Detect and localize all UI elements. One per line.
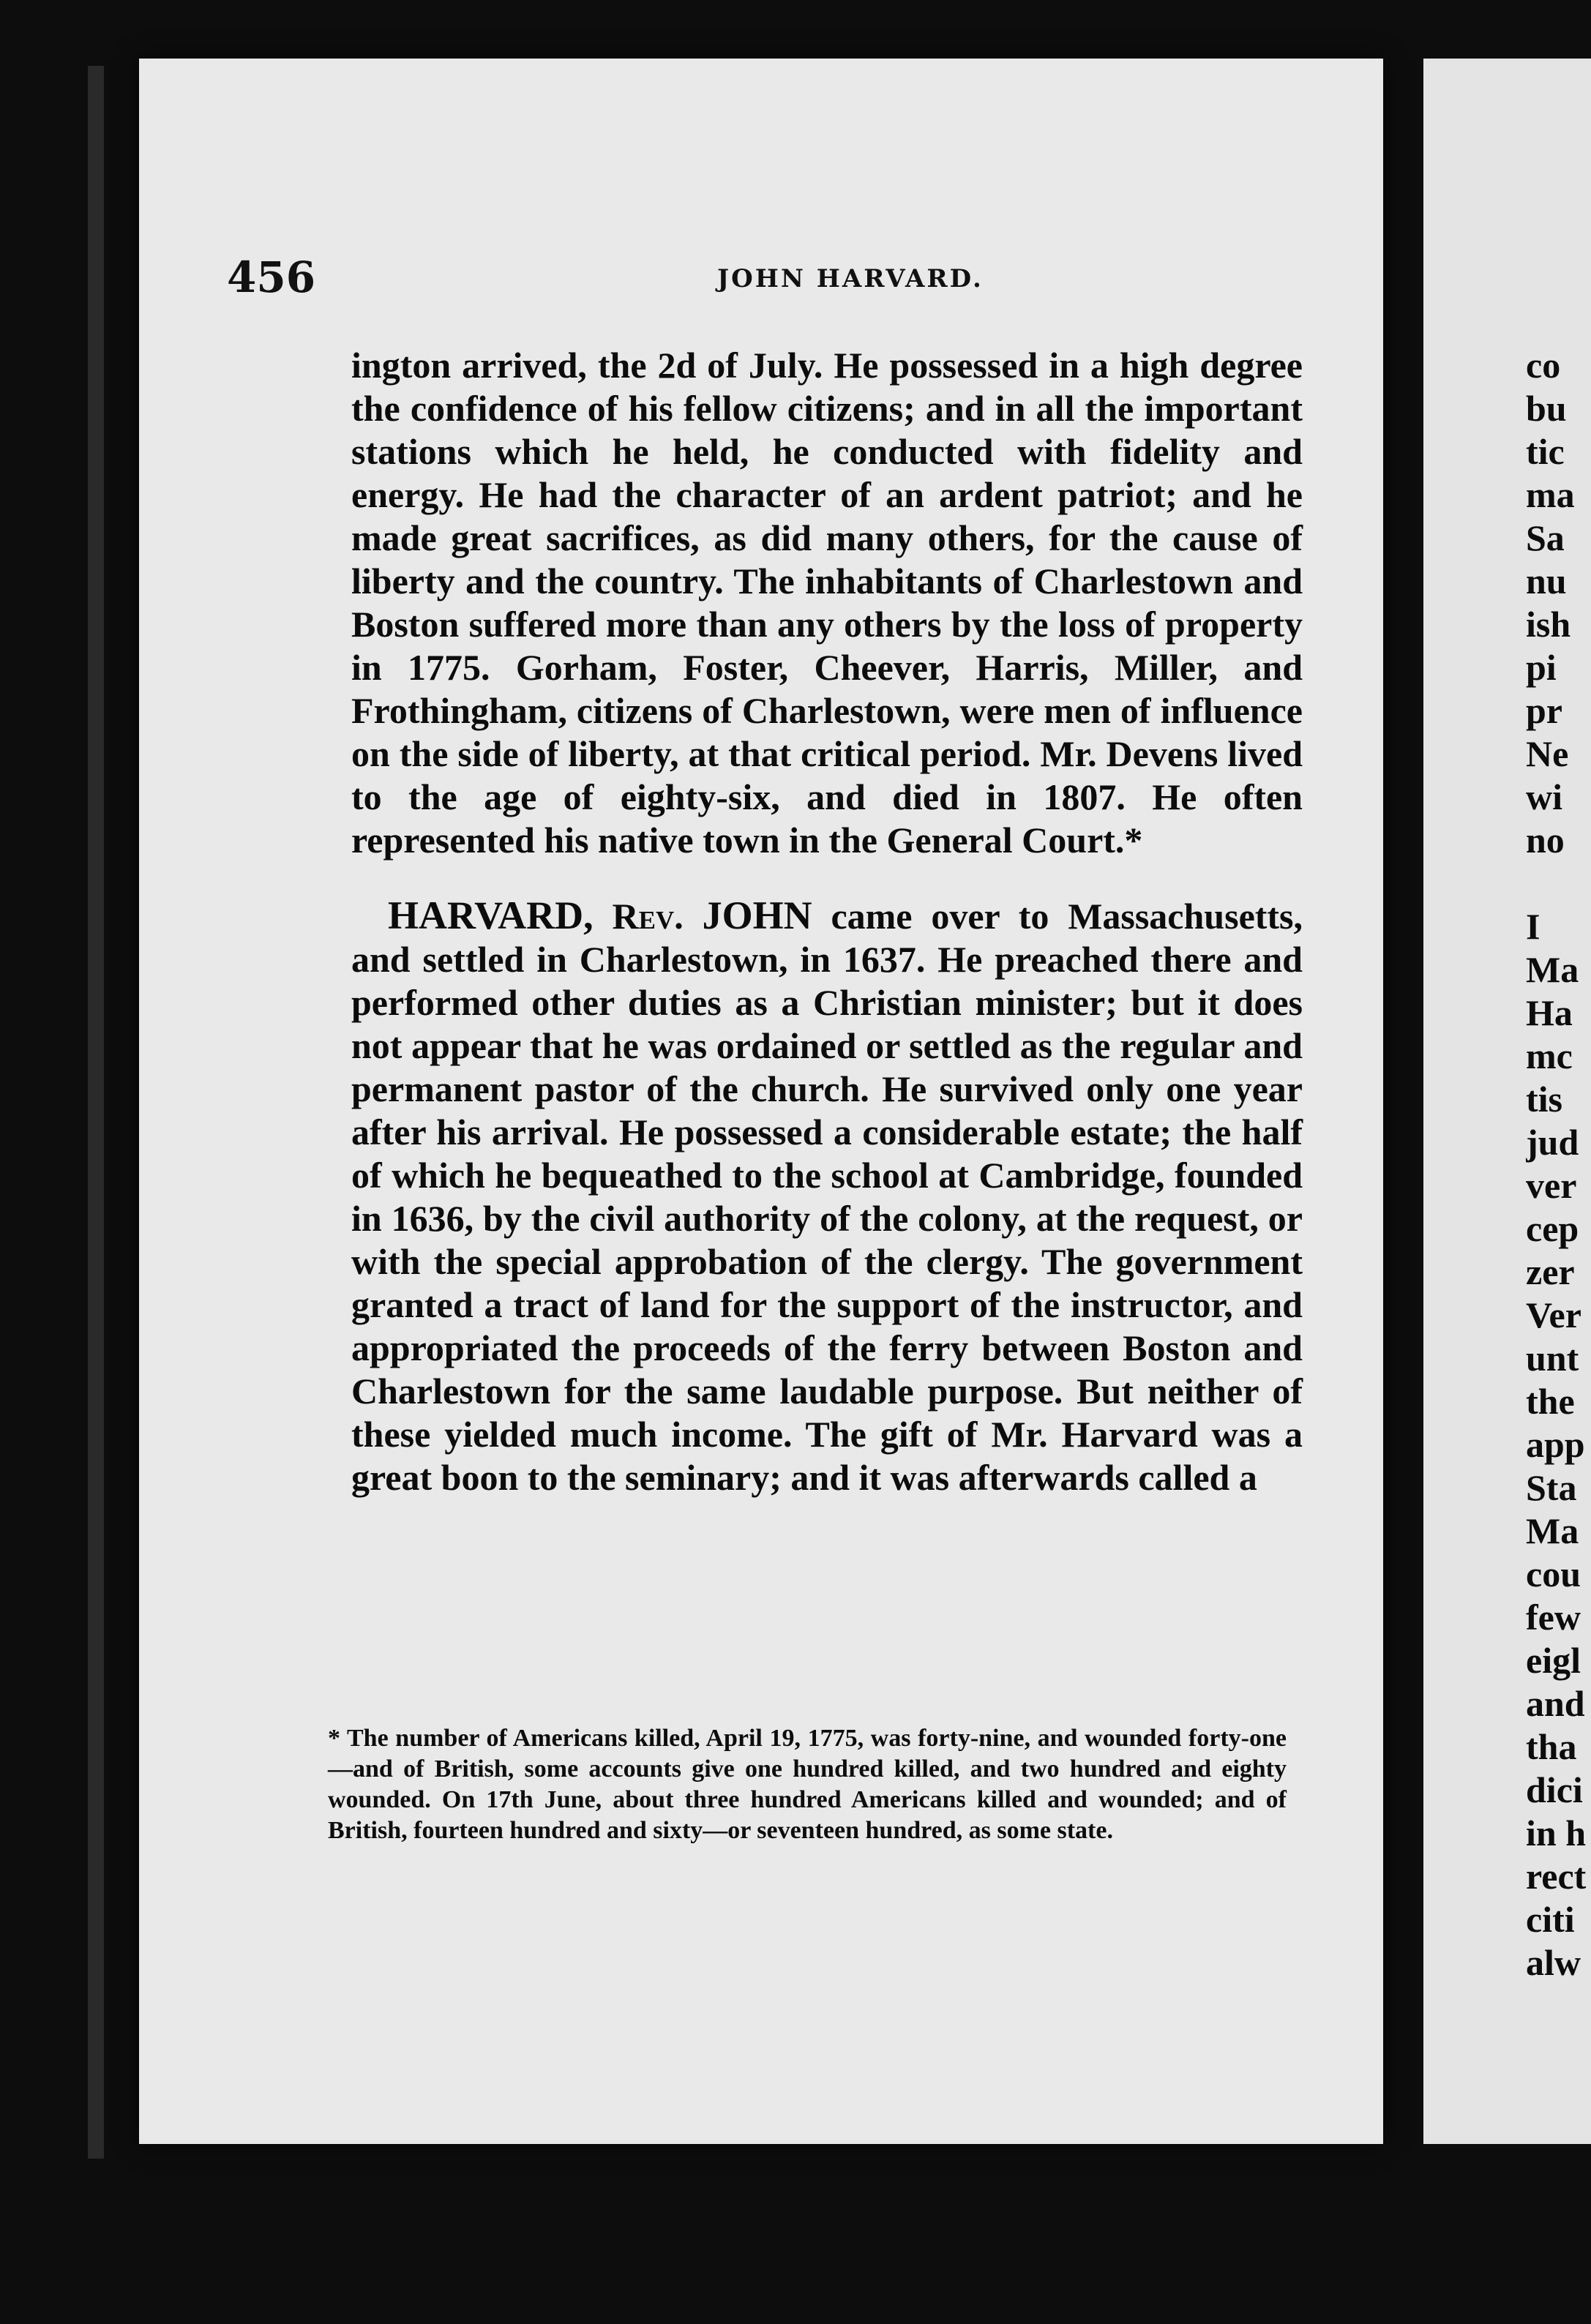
right-page-fragment: app <box>1526 1424 1585 1465</box>
right-page-fragment: wi <box>1526 776 1562 817</box>
right-page-fragment: pi <box>1526 647 1557 688</box>
right-page-fragment: rect <box>1526 1856 1587 1897</box>
right-page-fragment: the <box>1526 1381 1575 1422</box>
right-page-fragment: jud <box>1526 1122 1579 1163</box>
right-page-fragment: citi <box>1526 1899 1575 1940</box>
right-page-fragment: alw <box>1526 1942 1581 1983</box>
right-page-fragment: Sa <box>1526 517 1565 558</box>
entry-surname: HARVARD, <box>388 893 594 937</box>
running-title: JOHN HARVARD. <box>717 264 984 293</box>
right-page-fragment: nu <box>1526 561 1567 601</box>
page-header <box>227 252 1310 311</box>
right-page-fragment: ma <box>1526 474 1575 515</box>
body-text <box>351 344 1303 1499</box>
right-page-fragment <box>1526 862 1591 905</box>
right-page-fragment: bu <box>1526 388 1567 429</box>
right-page-fragment: and <box>1526 1683 1585 1724</box>
right-page-fragment: ish <box>1526 604 1571 645</box>
right-page-fragment: cou <box>1526 1553 1581 1594</box>
entry-given-name: JOHN <box>702 893 812 937</box>
right-page-fragment: Sta <box>1526 1467 1577 1508</box>
right-page-fragment: Ha <box>1526 992 1573 1033</box>
right-page-fragment: eigl <box>1526 1640 1581 1681</box>
right-page-fragment: Ma <box>1526 949 1579 990</box>
page-number: 456 <box>227 252 316 302</box>
right-page-fragment: mc <box>1526 1035 1573 1076</box>
right-page-fragment: Ne <box>1526 733 1569 774</box>
right-page-fragment: tis <box>1526 1079 1562 1120</box>
right-page-fragment: pr <box>1526 690 1562 731</box>
right-page-text-fragments <box>1526 344 1591 1984</box>
right-page-fragment: ver <box>1526 1165 1577 1206</box>
right-page-fragment: zer <box>1526 1251 1575 1292</box>
right-page-fragment: no <box>1526 820 1565 861</box>
right-page-fragment: in h <box>1526 1813 1587 1853</box>
right-page-fragment: unt <box>1526 1338 1579 1379</box>
right-page-fragment: cep <box>1526 1208 1579 1249</box>
paragraph-harvard-entry <box>351 894 1303 1499</box>
right-page-fragment: dici <box>1526 1769 1583 1810</box>
right-page-fragment: co <box>1526 345 1561 386</box>
book-spine <box>88 66 104 2159</box>
right-page-fragment: Ver <box>1526 1294 1581 1335</box>
right-page-fragment: tic <box>1526 431 1565 472</box>
right-page-fragment: few <box>1526 1597 1581 1638</box>
entry-title: Rev. <box>612 896 684 937</box>
right-page-fragment: tha <box>1526 1726 1577 1767</box>
footnote: * The number of Americans killed, April 19, 1775, was forty-nine, and wounded forty-one—and of British, some accounts give one hundred killed, and two hundred and eighty wounded. On 17th June, about three hundred Americans killed and wounded; and of British, fourteen hundred and sixty—or seventeen hundred, as some state. <box>328 1725 1287 1844</box>
right-page-fragment: I <box>1526 906 1541 947</box>
paragraph-continuation: ington arrived, the 2d of July. He possessed in a high degree the confidence of his fellow citizens; and in all the important stations which he held, he conducted with fidelity and energy. He had the character of an ardent patriot; and he made great sacrifices, as did many others, for the cause of liberty and the country. The inhabitants of Charlestown and Boston suffered more than any others by the loss of property in 1775. Gorham, Foster, Cheever, Harris, Miller, and Frothingham, citizens of Charlestown, were men of influence on the side of liberty, at that critical period. Mr. Devens lived to the age of eighty-six, and died in 1807. He often represented his native town in the General Court.* <box>351 345 1303 861</box>
entry-text: came over to Massachusetts, and settled in Charlestown, in 1637. He preached there and performed other duties as a Christian minister; but it does not appear that he was ordained or settled as the regular and permanent pastor of the church. He survived only one year after his arrival. He possessed a considerable estate; the half of which he bequeathed to the school at Cambridge, founded in 1636, by the civil authority of the colony, at the request, or with the special approbation of the clergy. The government granted a tract of land for the support of the instructor, and appropriated the proceeds of the ferry between Boston and Charlestown for the same laudable purpose. But neither of these yielded much income. The gift of Mr. Harvard was a great boon to the seminary; and it was afterwards called a <box>351 896 1303 1498</box>
right-page-fragment: Ma <box>1526 1510 1579 1551</box>
